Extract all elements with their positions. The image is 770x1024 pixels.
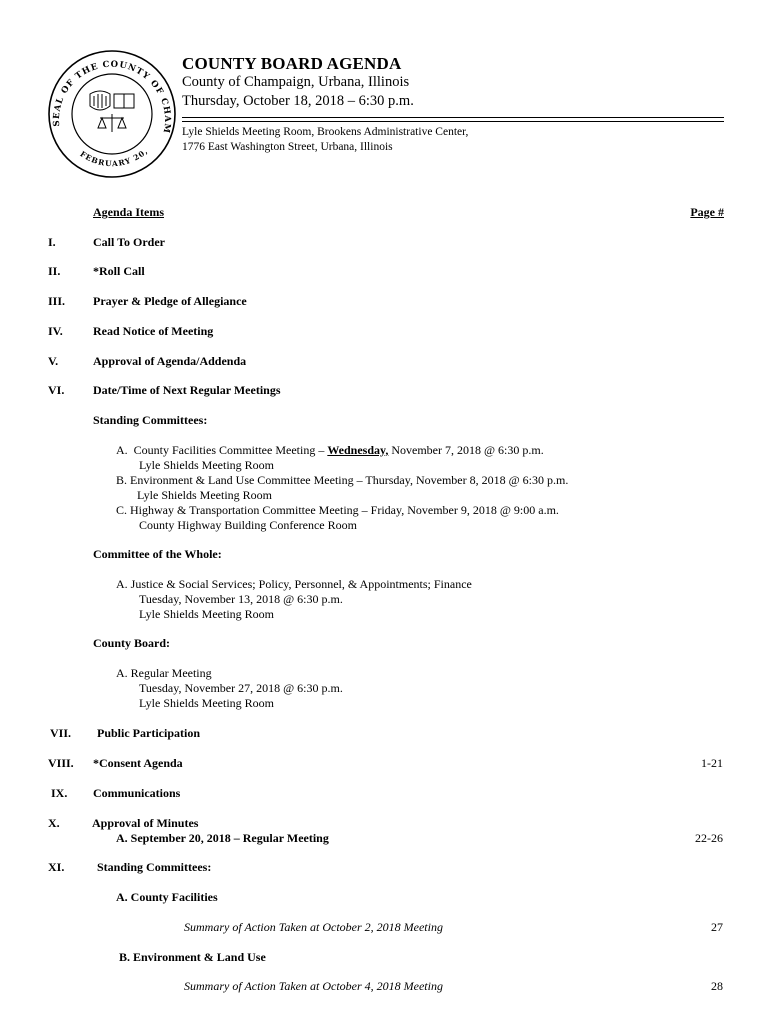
committee-environment-land-use: B. Environment & Land Use — [119, 950, 266, 964]
item-number: III. — [48, 294, 66, 308]
agenda-items-heading: Agenda Items — [93, 205, 164, 219]
item-number: VIII. — [48, 756, 74, 770]
facilities-summary-page: 27 — [711, 920, 723, 934]
meeting-a-letter: A. — [116, 443, 128, 457]
item-number: V. — [48, 354, 59, 368]
county-line: County of Champaign, Urbana, Illinois — [182, 74, 410, 90]
meeting-a-date: November 7, 2018 @ 6:30 p.m. — [388, 443, 544, 457]
meeting-a-day: Wednesday, — [327, 443, 389, 457]
agenda-item-standing-committees: Standing Committees: — [97, 860, 212, 874]
committee-county-facilities: A. County Facilities — [116, 890, 218, 904]
page-number-heading: Page # — [690, 205, 724, 219]
agenda-item-read-notice: Read Notice of Meeting — [93, 324, 214, 338]
agenda-item-call-to-order: Call To Order — [93, 235, 166, 249]
agenda-item-communications: Communications — [93, 786, 181, 800]
meeting-c: C. Highway & Transportation Committee Meeting – Friday, November 9, 2018 @ 9:00 a.m. — [116, 503, 559, 517]
item-number: II. — [48, 264, 61, 278]
standing-committees-heading: Standing Committees: — [93, 413, 208, 427]
board-meeting-a: A. Regular Meeting — [116, 666, 212, 680]
cow-meeting-room: Lyle Shields Meeting Room — [139, 607, 274, 621]
agenda-item-next-meetings: Date/Time of Next Regular Meetings — [93, 383, 281, 397]
item-number: IV. — [48, 324, 63, 338]
environment-summary-page: 28 — [711, 979, 723, 993]
facilities-summary: Summary of Action Taken at October 2, 2018 Meeting — [184, 920, 443, 934]
item-number: VI. — [48, 383, 65, 397]
location-line-1: Lyle Shields Meeting Room, Brookens Administrative Center, — [182, 126, 469, 138]
location-line-2: 1776 East Washington Street, Urbana, Illinois — [182, 141, 393, 153]
cow-meeting-a: A. Justice & Social Services; Policy, Personnel, & Appointments; Finance — [116, 577, 472, 591]
county-seal — [46, 48, 178, 180]
cow-meeting-date: Tuesday, November 13, 2018 @ 6:30 p.m. — [139, 592, 343, 606]
meeting-b-room: Lyle Shields Meeting Room — [137, 488, 272, 502]
svg-text:FEBRUARY 20, 1833: FEBRUARY 20, — [78, 146, 150, 169]
meeting-b: B. Environment & Land Use Committee Meeting – Thursday, November 8, 2018 @ 6:30 p.m. — [116, 473, 569, 487]
header-rule-bottom — [182, 121, 724, 122]
board-meeting-date: Tuesday, November 27, 2018 @ 6:30 p.m. — [139, 681, 343, 695]
page-title: COUNTY BOARD AGENDA — [182, 54, 402, 73]
agenda-item-public-participation: Public Participation — [97, 726, 200, 740]
agenda-item-prayer-pledge: Prayer & Pledge of Allegiance — [93, 294, 247, 308]
agenda-item-approval-agenda: Approval of Agenda/Addenda — [93, 354, 247, 368]
minutes-item-a: A. September 20, 2018 – Regular Meeting — [116, 831, 329, 845]
meeting-a — [116, 443, 544, 458]
meeting-datetime: Thursday, October 18, 2018 – 6:30 p.m. — [182, 93, 414, 109]
item-number: IX. — [51, 786, 68, 800]
board-meeting-room: Lyle Shields Meeting Room — [139, 696, 274, 710]
meeting-a-room: Lyle Shields Meeting Room — [139, 458, 274, 472]
consent-agenda-page: 1-21 — [701, 756, 723, 770]
header-rule-top — [182, 117, 724, 118]
item-number: I. — [48, 235, 56, 249]
agenda-item-approval-minutes: Approval of Minutes — [92, 816, 199, 830]
agenda-item-roll-call: *Roll Call — [93, 264, 145, 278]
item-number: X. — [48, 816, 60, 830]
committee-of-whole-heading: Committee of the Whole: — [93, 547, 222, 561]
meeting-c-room: County Highway Building Conference Room — [139, 518, 357, 532]
county-board-heading: County Board: — [93, 636, 171, 650]
environment-summary: Summary of Action Taken at October 4, 2018 Meeting — [184, 979, 443, 993]
svg-text:SEAL OF THE COUNTY OF CHAMPAIG: SEAL OF THE COUNTY OF CHAM — [51, 59, 173, 135]
agenda-item-consent-agenda: *Consent Agenda — [93, 756, 183, 770]
minutes-page: 22-26 — [695, 831, 723, 845]
meeting-a-title: County Facilities Committee Meeting – — [133, 443, 328, 457]
item-number: VII. — [50, 726, 72, 740]
item-number: XI. — [48, 860, 65, 874]
